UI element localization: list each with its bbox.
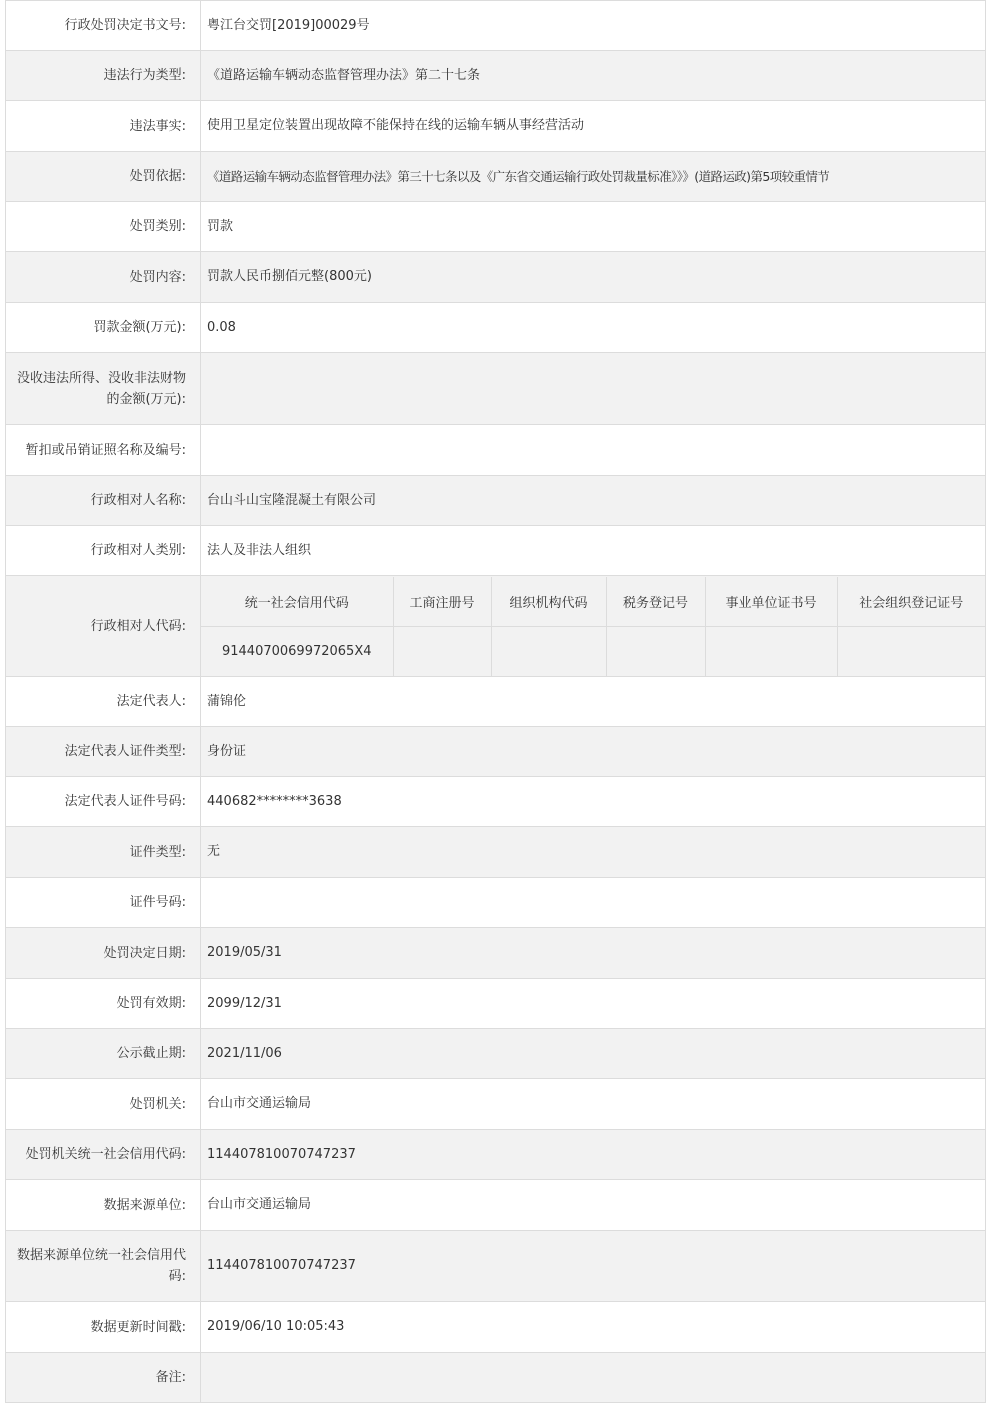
legal-rep-id-type-value: 身份证 (201, 727, 986, 777)
code-header-institution-cert: 事业单位证书号 (705, 577, 837, 627)
code-header-tax-reg: 税务登记号 (606, 577, 705, 627)
party-code-value-row (201, 626, 985, 676)
updated-at-label: 数据更新时间戳: (6, 1302, 201, 1353)
publicity-end-value: 2021/11/06 (201, 1029, 986, 1079)
violation-fact-value: 使用卫星定位装置出现故障不能保持在线的运输车辆从事经营活动 (201, 101, 986, 152)
legal-rep-id-no-value: 440682********3638 (201, 777, 986, 827)
party-code-cell (201, 576, 986, 677)
authority-label: 处罚机关: (6, 1079, 201, 1130)
source-unit-code-value: 114407810070747237 (201, 1231, 986, 1302)
license-label: 暂扣或吊销证照名称及编号: (6, 425, 201, 476)
row-publicity-end (6, 1029, 986, 1079)
violation-type-label: 违法行为类型: (6, 51, 201, 101)
row-fine (6, 303, 986, 353)
cert-type-value: 无 (201, 827, 986, 878)
legal-rep-value: 蒲锦伦 (201, 677, 986, 727)
row-content (6, 252, 986, 303)
license-value (201, 425, 986, 476)
row-party-type (6, 526, 986, 576)
decision-date-value: 2019/05/31 (201, 928, 986, 979)
remark-value (201, 1353, 986, 1403)
fine-label: 罚款金额(万元): (6, 303, 201, 353)
party-code-header-row (201, 577, 985, 627)
row-source-unit (6, 1180, 986, 1231)
updated-at-value: 2019/06/10 10:05:43 (201, 1302, 986, 1353)
legal-rep-id-no-label: 法定代表人证件号码: (6, 777, 201, 827)
cert-type-label: 证件类型: (6, 827, 201, 878)
row-violation-fact (6, 101, 986, 152)
decision-date-label: 处罚决定日期: (6, 928, 201, 979)
code-header-business-reg: 工商注册号 (393, 577, 491, 627)
row-license (6, 425, 986, 476)
code-header-org-code: 组织机构代码 (491, 577, 606, 627)
row-category (6, 202, 986, 252)
violation-fact-label: 违法事实: (6, 101, 201, 152)
fine-value: 0.08 (201, 303, 986, 353)
publicity-end-label: 公示截止期: (6, 1029, 201, 1079)
source-unit-code-label: 数据来源单位统一社会信用代码: (6, 1231, 201, 1302)
basis-label: 处罚依据: (6, 152, 201, 202)
category-label: 处罚类别: (6, 202, 201, 252)
party-type-label: 行政相对人类别: (6, 526, 201, 576)
row-violation-type (6, 51, 986, 101)
content-value: 罚款人民币捌佰元整(800元) (201, 252, 986, 303)
code-value-uscc: 9144070069972065X4 (201, 626, 393, 676)
code-value-institution-cert (705, 626, 837, 676)
row-remark (6, 1353, 986, 1403)
category-value: 罚款 (201, 202, 986, 252)
code-value-tax-reg (606, 626, 705, 676)
party-code-table (201, 577, 985, 676)
party-code-label: 行政相对人代码: (6, 576, 201, 677)
row-legal-rep-id-type (6, 727, 986, 777)
source-unit-label: 数据来源单位: (6, 1180, 201, 1231)
row-legal-rep (6, 677, 986, 727)
party-name-value: 台山斗山宝隆混凝土有限公司 (201, 476, 986, 526)
code-value-business-reg (393, 626, 491, 676)
party-type-value: 法人及非法人组织 (201, 526, 986, 576)
row-updated-at (6, 1302, 986, 1353)
row-party-code (6, 576, 986, 677)
row-authority-code (6, 1130, 986, 1180)
code-value-org-code (491, 626, 606, 676)
row-source-unit-code (6, 1231, 986, 1302)
legal-rep-id-type-label: 法定代表人证件类型: (6, 727, 201, 777)
party-name-label: 行政相对人名称: (6, 476, 201, 526)
basis-value: 《道路运输车辆动态监督管理办法》第三十七条以及《广东省交通运输行政处罚裁量标准》》》(道路运政)第5项较重情节 (201, 152, 986, 202)
violation-type-value: 《道路运输车辆动态监督管理办法》第二十七条 (201, 51, 986, 101)
code-header-social-org-reg: 社会组织登记证号 (837, 577, 985, 627)
penalty-detail-table (5, 0, 986, 1403)
code-header-uscc: 统一社会信用代码 (201, 577, 393, 627)
row-cert-type (6, 827, 986, 878)
row-decision-date (6, 928, 986, 979)
row-valid-until (6, 979, 986, 1029)
valid-until-label: 处罚有效期: (6, 979, 201, 1029)
confiscation-value (201, 353, 986, 425)
cert-no-label: 证件号码: (6, 878, 201, 928)
authority-code-label: 处罚机关统一社会信用代码: (6, 1130, 201, 1180)
row-party-name (6, 476, 986, 526)
decision-no-label: 行政处罚决定书文号: (6, 1, 201, 51)
row-authority (6, 1079, 986, 1130)
authority-code-value: 114407810070747237 (201, 1130, 986, 1180)
row-legal-rep-id-no (6, 777, 986, 827)
code-value-social-org-reg (837, 626, 985, 676)
remark-label: 备注: (6, 1353, 201, 1403)
row-cert-no (6, 878, 986, 928)
confiscation-label: 没收违法所得、没收非法财物的金额(万元): (6, 353, 201, 425)
legal-rep-label: 法定代表人: (6, 677, 201, 727)
decision-no-value: 粤江台交罚[2019]00029号 (201, 1, 986, 51)
valid-until-value: 2099/12/31 (201, 979, 986, 1029)
row-decision-no (6, 1, 986, 51)
source-unit-value: 台山市交通运输局 (201, 1180, 986, 1231)
content-label: 处罚内容: (6, 252, 201, 303)
authority-value: 台山市交通运输局 (201, 1079, 986, 1130)
row-confiscation (6, 353, 986, 425)
row-basis (6, 152, 986, 202)
cert-no-value (201, 878, 986, 928)
